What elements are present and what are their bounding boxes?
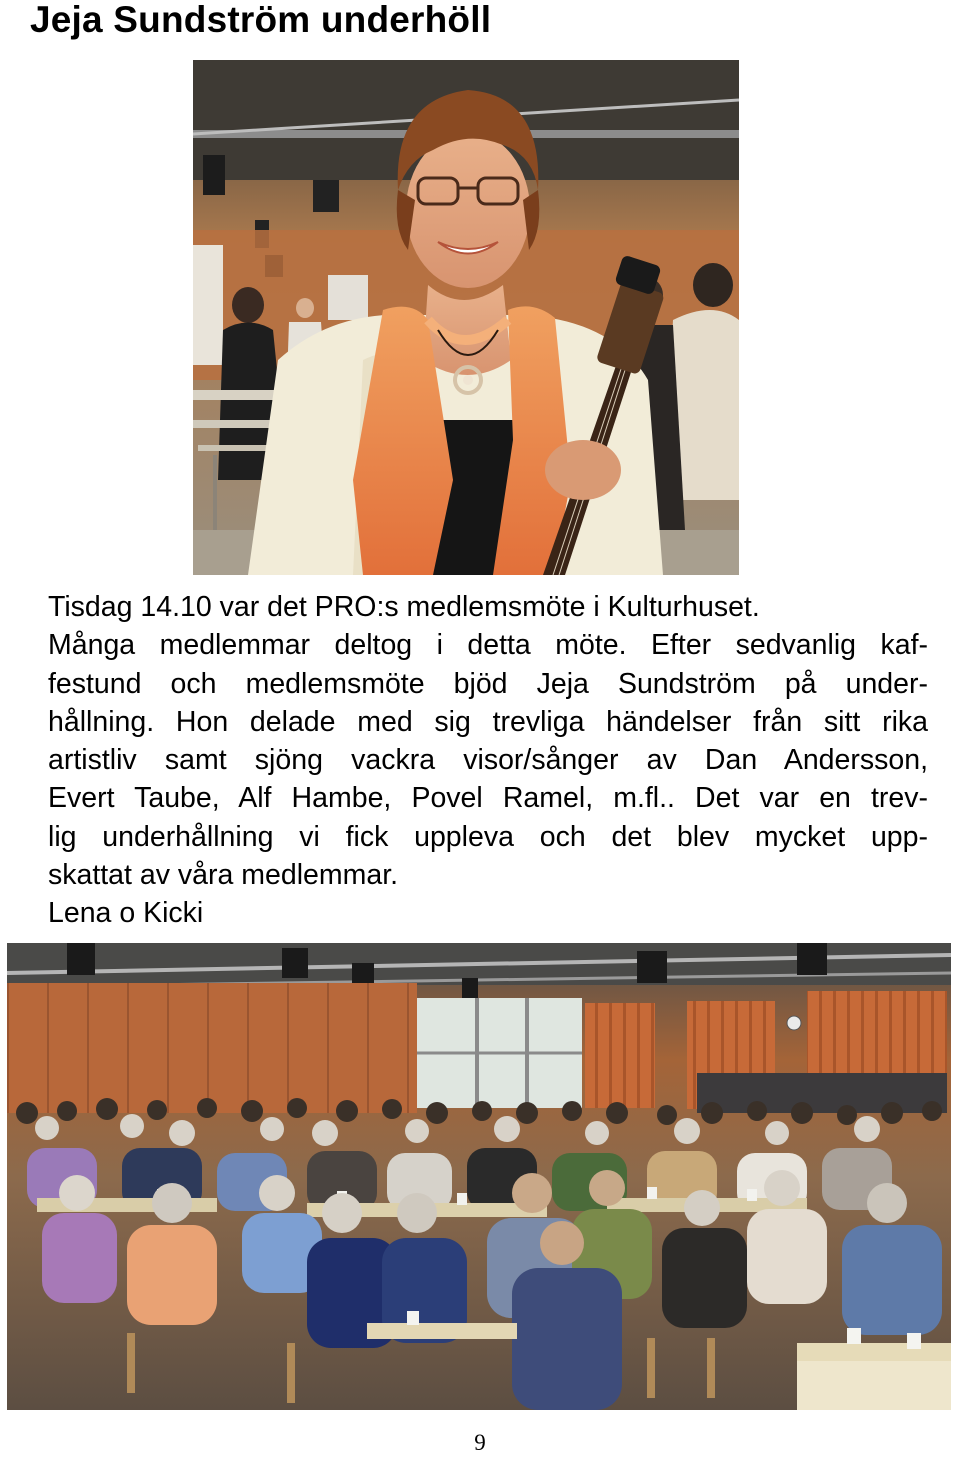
article-line: festund och medlemsmöte bjöd Jeja Sundström på under- [48, 667, 928, 700]
article-line: Många medlemmar deltog i detta möte. Efter sedvanlig kaf- [48, 629, 928, 662]
article-line: artistliv samt sjöng vackra visor/sånger av Dan Andersson, [48, 744, 928, 777]
article-signature: Lena o Kicki [48, 897, 204, 930]
article-line: lig underhållning vi fick uppleva och det blev mycket upp- [48, 820, 928, 853]
audience-photo [7, 943, 951, 1410]
performer-photo [193, 60, 739, 575]
article-line: Tisdag 14.10 var det PRO:s medlemsmöte i Kulturhuset. [48, 591, 760, 623]
article-line: hållning. Hon delade med sig trevliga händelser från sitt rika [48, 705, 928, 738]
article-body [48, 588, 928, 933]
article-title: Jeja Sundström underhöll [30, 0, 492, 40]
page-number: 9 [474, 1430, 486, 1455]
article-line: Evert Taube, Alf Hambe, Povel Ramel, m.fl.. Det var en trev- [48, 782, 928, 815]
article-line: skattat av våra medlemmar. [48, 859, 399, 892]
